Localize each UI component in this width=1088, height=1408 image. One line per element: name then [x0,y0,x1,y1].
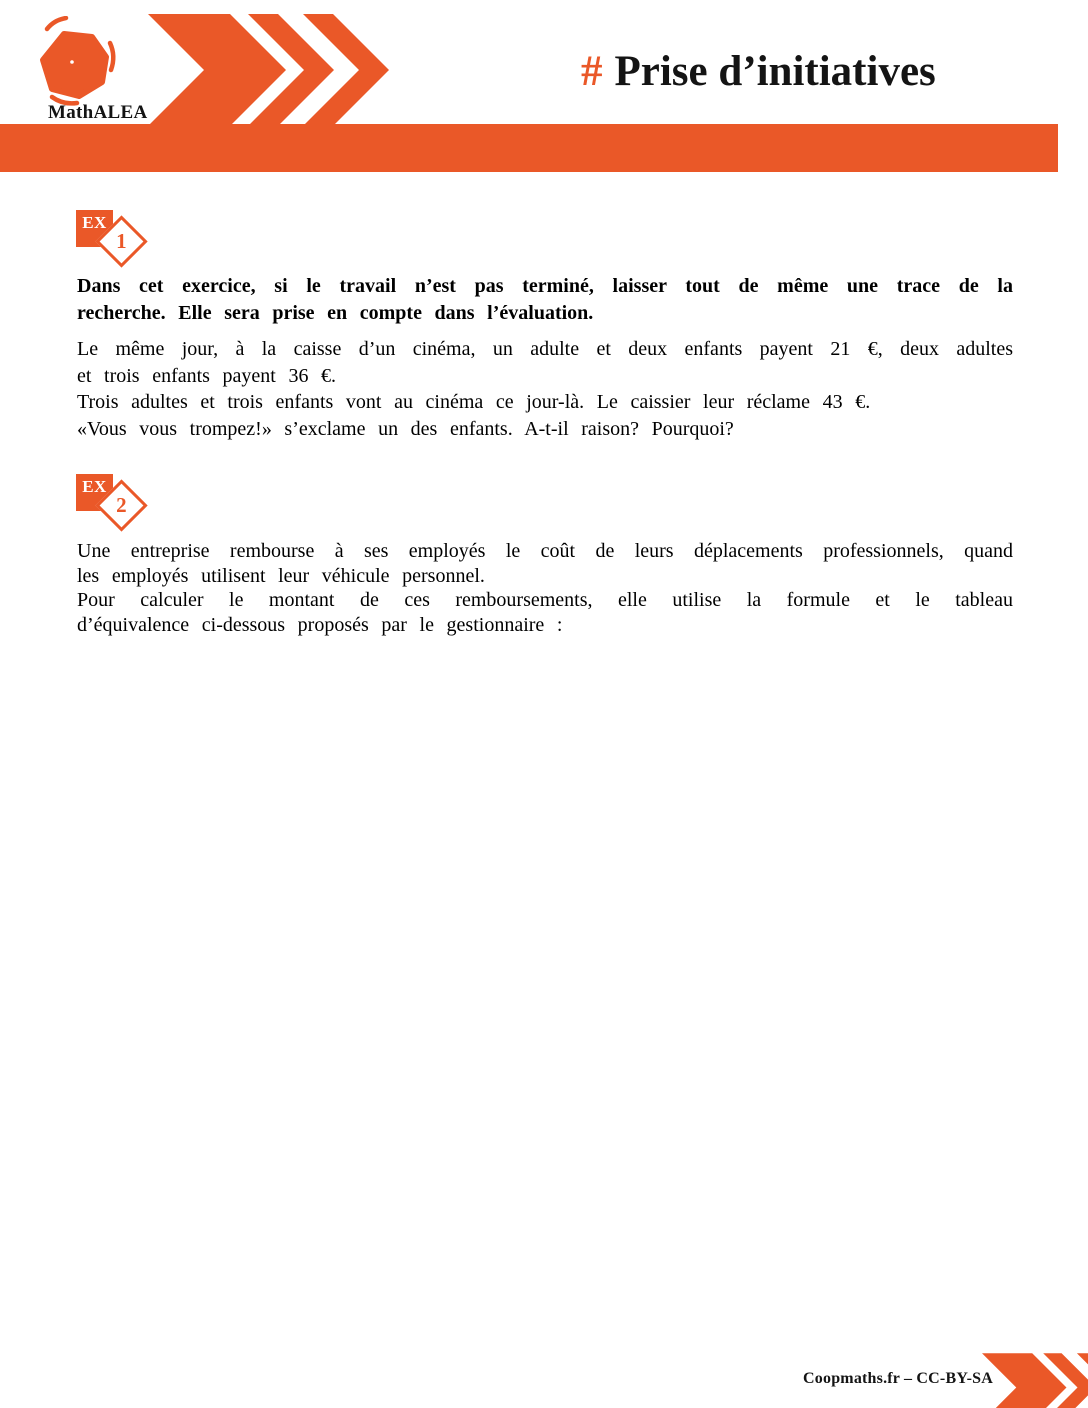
exercise1-instruction [77,273,1013,327]
body-line: et trois enfants payent 36 €. [77,364,337,387]
exercise-badge-square: EX [76,210,113,247]
page-title-text: Prise d’initiatives [614,48,936,95]
instruction-line: Dans cet exercice, si le travail n’est pas terminé, laisser tout de même une trace de la [77,275,1013,297]
chevrons-right-icon [982,1353,1088,1408]
body-line: Trois adultes et trois enfants vont au cinéma ce jour-là. Le caissier leur réclame 43 €. [77,391,871,413]
exercise1-badge [76,210,160,270]
body-line: «Vous vous trompez!» s’exclame un des enfants. A-t-il raison? Pourquoi? [77,417,734,440]
mathalea-logo-icon [38,16,124,106]
header-bar [0,124,1058,172]
exercise1-body [77,336,1013,442]
exercise-badge-square: EX [76,474,113,511]
exercise-number: 2 [116,493,127,517]
exercise2-badge [76,474,160,534]
chevrons-right-icon [148,14,393,126]
body-line: Le même jour, à la caisse d’un cinéma, un adulte et deux enfants payent 21 €, deux adultes [77,338,1013,360]
body-line: Une entreprise rembourse à ses employés le coût de leurs déplacements professionnels, quand [77,540,1013,562]
exercise-number: 1 [116,229,127,253]
footer-credit-link[interactable]: Coopmaths.fr – CC-BY-SA [803,1370,993,1387]
hash-mark: # [581,48,603,95]
page-title [581,50,936,93]
instruction-line: recherche. Elle sera prise en compte dans l’évaluation. [77,302,594,324]
exercise2-body [77,539,1013,637]
body-line: Pour calculer le montant de ces remboursements, elle utilise la formule et le tableau [77,589,1013,611]
body-line: d’équivalence ci-dessous proposés par le gestionnaire : [77,613,563,636]
logo-wordmark: MathALEA [48,102,148,123]
body-line: les employés utilisent leur véhicule personnel. [77,564,485,587]
